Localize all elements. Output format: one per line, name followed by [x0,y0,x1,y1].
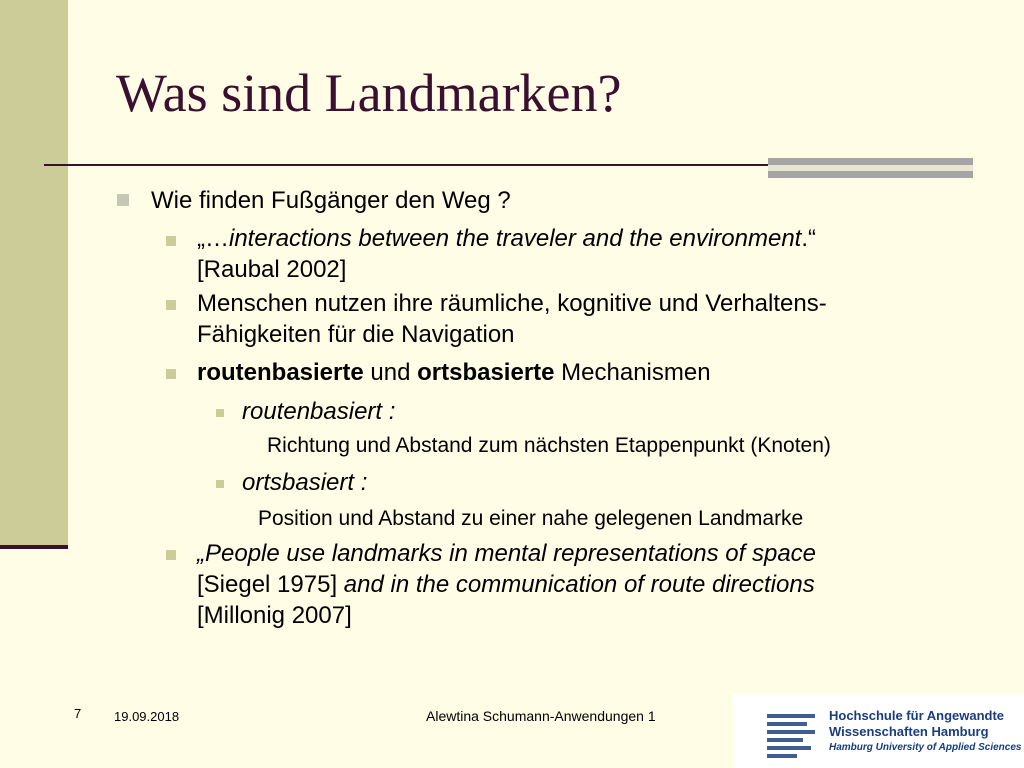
bullet-quote-siegel-line2: [Siegel 1975] and in the communication of route directions [197,571,815,598]
bullet-quote-raubal-ref: [Raubal 2002] [197,256,347,283]
left-decorative-band [0,0,68,545]
slide-title: Was sind Landmarken? [116,63,622,123]
logo-line2: Wissenschaften Hamburg [829,724,989,739]
square-bullet-icon [117,194,129,206]
bullet-quote-millonig-ref: [Millonig 2007] [197,602,352,629]
place-description: Position und Abstand zu einer nahe gelegenen Landmarke [258,507,804,530]
footer-author: Alewtina Schumann-Anwendungen 1 [426,708,656,724]
logo-text [829,708,1021,756]
bullet-level1: Wie finden Fußgänger den Weg ? [151,187,511,214]
logo-stripes-icon [767,714,815,762]
left-band-underline [0,545,68,549]
bullet-route-label: routenbasiert : [242,398,396,425]
title-rule [44,164,772,166]
logo-line3: Hamburg University of Applied Sciences [829,742,1022,753]
square-bullet-icon [166,300,176,310]
route-description: Richtung und Abstand zum nächsten Etappenpunkt (Knoten) [267,434,831,457]
bullet-place-label: ortsbasiert : [242,469,368,496]
square-bullet-icon [166,550,176,560]
square-bullet-icon [166,236,176,246]
square-bullet-icon [216,409,224,417]
title-rule-accent [768,158,973,178]
logo-line1: Hochschule für Angewandte [829,708,1005,723]
bullet-quote-raubal: „…interactions between the traveler and the environment.“ [197,225,817,252]
bullet-humans-line1: Menschen nutzen ihre räumliche, kognitive und Verhaltens- [197,290,827,317]
footer-date: 19.09.2018 [114,709,180,724]
slide-number: 7 [74,706,82,721]
bullet-mechanisms: routenbasierte und ortsbasierte Mechanismen [197,359,711,386]
bullet-humans-line2: Fähigkeiten für die Navigation [197,321,515,348]
bullet-quote-siegel-line1: „People use landmarks in mental representations of space [197,540,817,567]
square-bullet-icon [216,480,224,488]
university-logo [733,694,1024,768]
square-bullet-icon [166,369,176,379]
